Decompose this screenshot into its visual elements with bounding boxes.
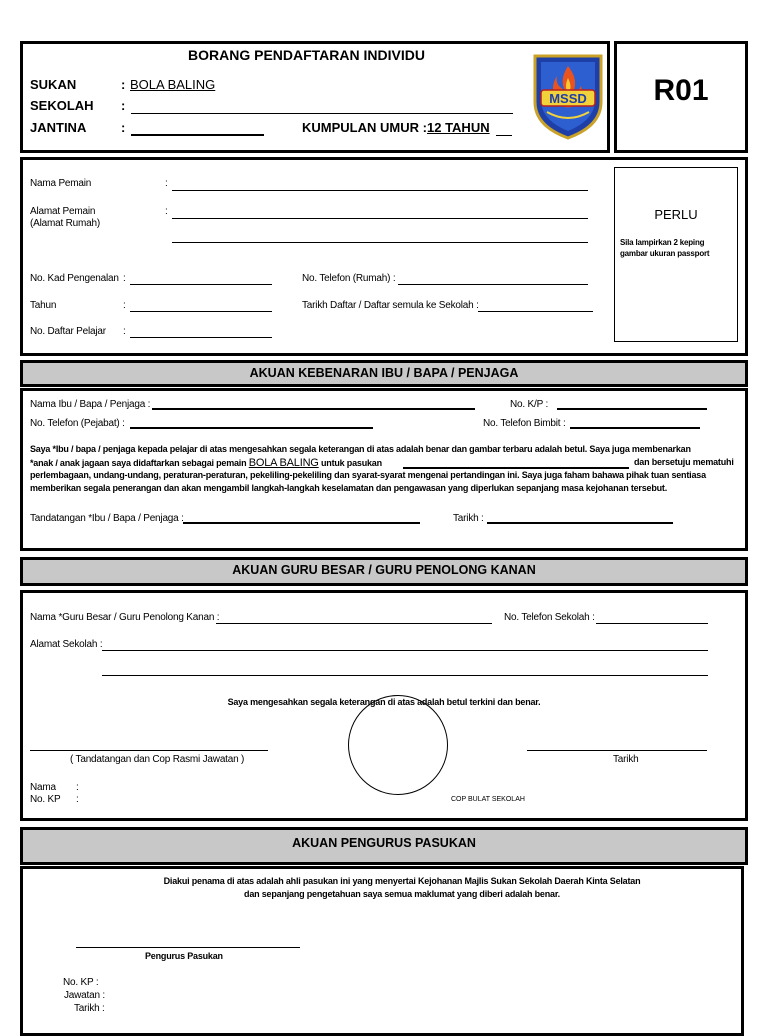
hm-confirm: Saya mengesahkan segala keterangan di atas adalah betul terkini dan benar. — [227, 697, 541, 707]
hm-kp-sig-colon: : — [76, 794, 79, 805]
jantina-field[interactable] — [131, 134, 264, 136]
hm-alamat-field-2[interactable] — [102, 675, 708, 676]
parent-nama-label: Nama Ibu / Bapa / Penjaga : — [30, 399, 151, 410]
hm-alamat-label: Alamat Sekolah : — [30, 639, 103, 650]
kumpulan-value: 12 TAHUN — [427, 120, 490, 135]
manager-decl-2: dan sepanjang pengetahuan saya semua maklumat yang diberi adalah benar. — [244, 889, 560, 899]
jantina-label: JANTINA — [30, 120, 87, 135]
parent-tel-bimbit-label: No. Telefon Bimbit : — [483, 418, 566, 429]
parent-tarikh-field[interactable] — [487, 522, 673, 524]
alamat-sub-label: (Alamat Rumah) — [30, 218, 100, 229]
hm-tarikh-field[interactable] — [527, 750, 707, 751]
alamat-field-1[interactable] — [172, 218, 588, 219]
parent-tel-bimbit-field[interactable] — [570, 427, 700, 429]
manager-heading: AKUAN PENGURUS PASUKAN — [20, 827, 748, 865]
parent-decl-2c: untuk pasukan — [320, 458, 382, 468]
headmaster-heading: AKUAN GURU BESAR / GURU PENOLONG KANAN — [20, 557, 748, 586]
stamp-circle[interactable] — [348, 695, 448, 795]
parent-sign-label: Tandatangan *Ibu / Bapa / Penjaga : — [30, 513, 184, 524]
kumpulan-label: KUMPULAN UMUR : — [302, 120, 427, 135]
parent-kp-label: No. K/P : — [510, 399, 549, 410]
sukan-colon: : — [121, 77, 126, 92]
hm-kp-sig-label: No. KP — [30, 794, 61, 805]
manager-sign-label: Pengurus Pasukan — [145, 951, 223, 961]
parent-decl-line-4: memberikan segala penerangan dan akan mengambil langkah-langkah keselamatan dan pengawasan yang diperlukan sepanjang masa kejohanan tersebut. — [30, 483, 668, 493]
manager-decl-1: Diakui penama di atas adalah ahli pasukan ini yang menyertai Kejohanan Majlis Sukan Sekolah Daerah Kinta Selatan — [163, 876, 641, 886]
daftar-pelajar-label: No. Daftar Pelajar — [30, 326, 106, 337]
photo-title: PERLU — [654, 207, 698, 222]
parent-decl-2a: *anak / anak jagaan saya didaftarkan sebagai pemain — [30, 458, 247, 468]
manager-kp-label: No. KP : — [63, 977, 99, 988]
tarikh-daftar-field[interactable] — [478, 311, 593, 312]
manager-sign-field[interactable] — [76, 947, 300, 948]
sekolah-field[interactable] — [131, 113, 513, 114]
jantina-colon: : — [121, 120, 126, 135]
hm-tel-field[interactable] — [596, 623, 708, 624]
photo-note: Sila lampirkan 2 keping gambar ukuran passport — [620, 238, 710, 258]
hm-sign-label: ( Tandatangan dan Cop Rasmi Jawatan ) — [70, 754, 245, 765]
telefon-rumah-label: No. Telefon (Rumah) : — [302, 273, 396, 284]
kad-field[interactable] — [130, 284, 272, 285]
hm-nama-sig-label: Nama — [30, 782, 56, 793]
form-code: R01 — [653, 74, 709, 107]
sukan-label: SUKAN — [30, 77, 77, 92]
form-title: BORANG PENDAFTARAN INDIVIDU — [188, 47, 425, 63]
hm-nama-field[interactable] — [216, 623, 492, 624]
alamat-label: Alamat Pemain — [30, 206, 96, 217]
hm-nama-sig-colon: : — [76, 782, 79, 793]
telefon-rumah-field[interactable] — [398, 284, 588, 285]
alamat-field-2[interactable] — [172, 242, 588, 243]
parent-decl-line-2 — [30, 457, 382, 469]
parent-nama-field[interactable] — [152, 408, 475, 410]
stamp-label: COP BULAT SEKOLAH — [451, 796, 525, 803]
tarikh-daftar-label: Tarikh Daftar / Daftar semula ke Sekolah : — [302, 300, 479, 311]
hm-tarikh-label: Tarikh — [613, 754, 639, 765]
nama-pemain-field[interactable] — [172, 190, 588, 191]
parent-sign-field[interactable] — [183, 522, 420, 524]
mssd-logo — [531, 50, 605, 140]
kad-colon: : — [123, 273, 126, 284]
hm-alamat-field-1[interactable] — [102, 650, 708, 651]
parent-tel-pejabat-label: No. Telefon (Pejabat) : — [30, 418, 125, 429]
alamat-colon: : — [165, 206, 168, 217]
parent-tel-pejabat-field[interactable] — [130, 427, 373, 429]
parent-decl-line-1: Saya *Ibu / bapa / penjaga kepada pelajar di atas mengesahkan segala keterangan di atas adalah benar dan gambar terbaru adalah betul. Saya juga membenarkan — [30, 444, 691, 454]
parent-decl-sport: BOLA BALING — [248, 457, 319, 469]
kumpulan-field-tail — [496, 135, 512, 136]
tahun-colon: : — [123, 300, 126, 311]
logo-text: MSSD — [549, 91, 587, 106]
tahun-field[interactable] — [130, 311, 272, 312]
hm-sign-field[interactable] — [30, 750, 268, 751]
nama-pemain-label: Nama Pemain — [30, 178, 92, 189]
sukan-value: BOLA BALING — [130, 77, 216, 92]
kad-label: No. Kad Pengenalan — [30, 273, 119, 284]
parent-decl-2d: dan bersetuju mematuhi — [634, 457, 734, 467]
parent-kp-field[interactable] — [557, 408, 707, 410]
parent-tarikh-label: Tarikh : — [453, 513, 484, 524]
daftar-pelajar-field[interactable] — [130, 337, 272, 338]
parent-decl-line-3: perlembagaan, undang-undang, peraturan-peraturan, pekeliling-pekeliling dan syarat-syarat mengenai pertandingan ini. Saya juga faham bahawa pihak tuan sentiasa — [30, 470, 706, 480]
sekolah-label: SEKOLAH — [30, 98, 94, 113]
manager-tarikh-label: Tarikh : — [74, 1003, 105, 1014]
pasukan-field[interactable] — [403, 467, 629, 469]
daftar-pelajar-colon: : — [123, 326, 126, 337]
manager-jawatan-label: Jawatan : — [64, 990, 106, 1001]
sekolah-colon: : — [121, 98, 126, 113]
hm-nama-label: Nama *Guru Besar / Guru Penolong Kanan : — [30, 612, 220, 623]
hm-tel-label: No. Telefon Sekolah : — [504, 612, 595, 623]
nama-pemain-colon: : — [165, 178, 168, 189]
tahun-label: Tahun — [30, 300, 57, 311]
parent-heading: AKUAN KEBENARAN IBU / BAPA / PENJAGA — [20, 360, 748, 387]
